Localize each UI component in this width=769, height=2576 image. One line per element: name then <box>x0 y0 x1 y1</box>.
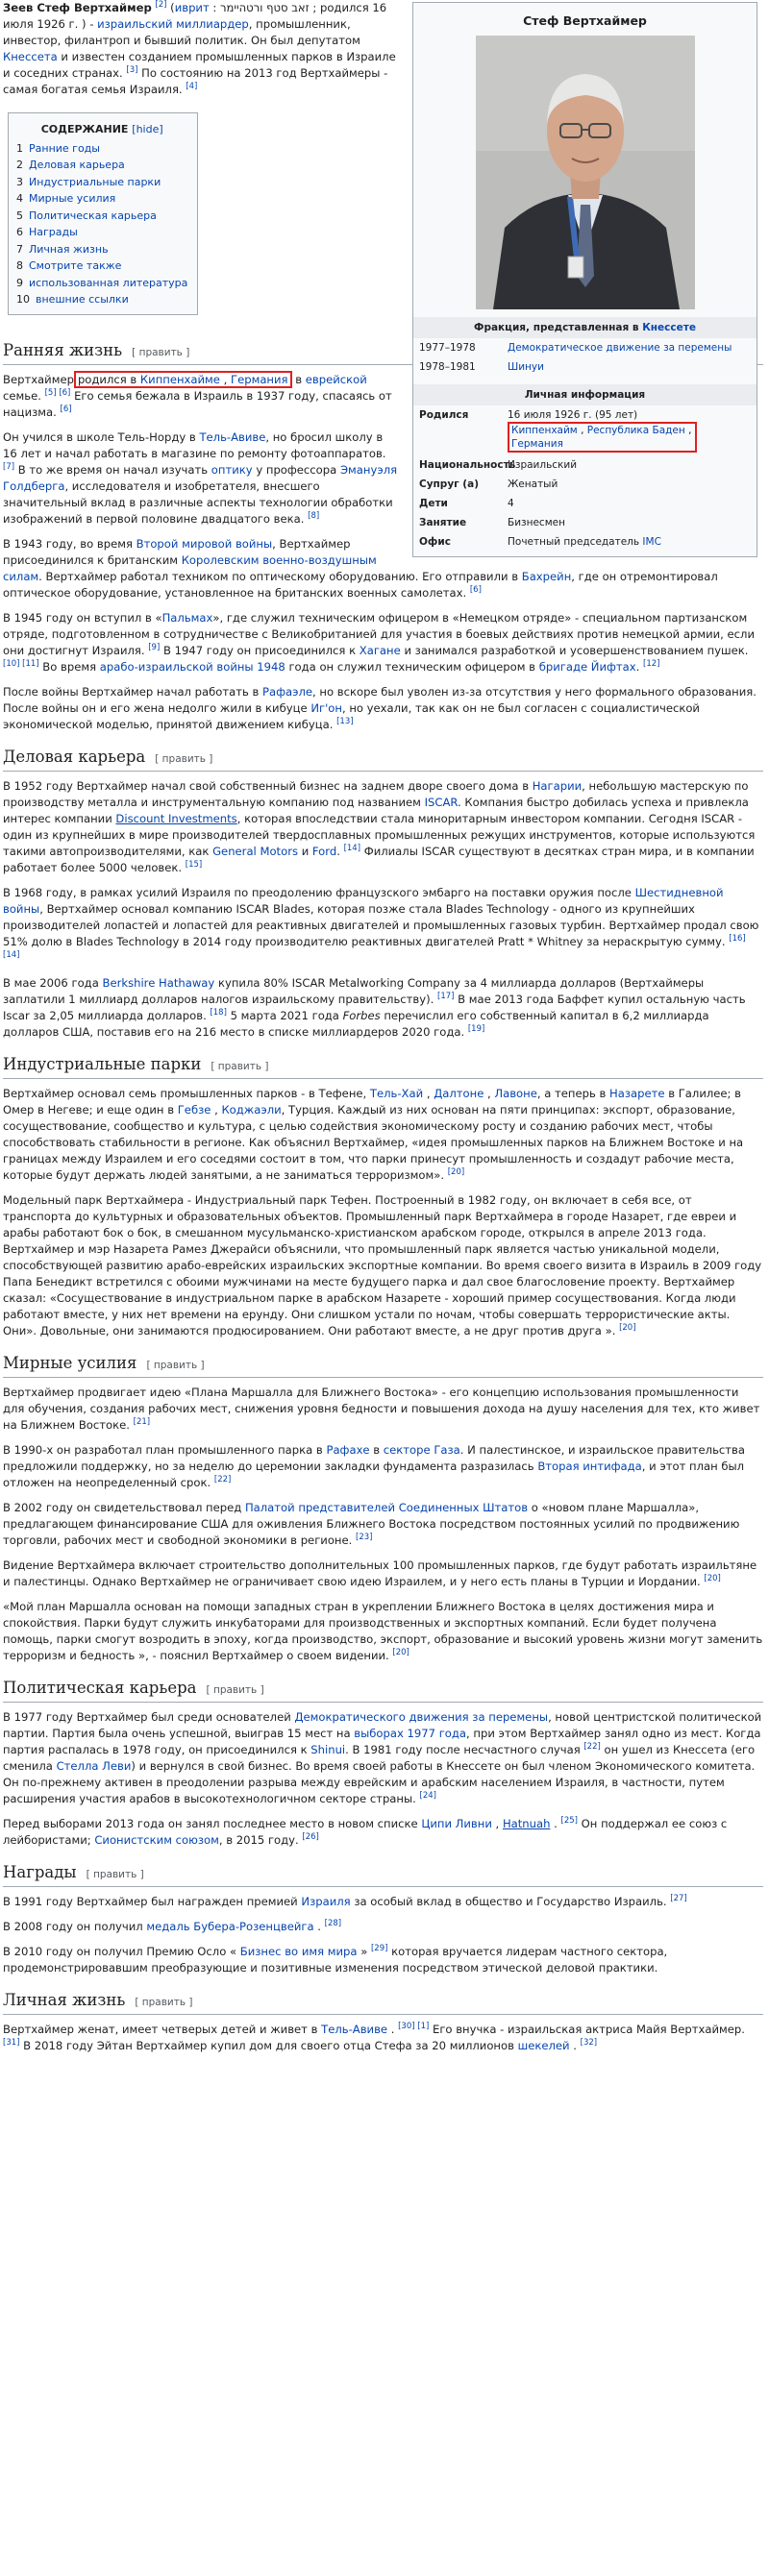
toc-link[interactable]: внешние ссылки <box>36 293 129 306</box>
citation[interactable]: [15] <box>185 859 203 870</box>
text: В 2010 году он получил Премию Осло « <box>3 1944 237 1958</box>
office-value: Почетный председатель <box>508 536 640 548</box>
toc-link[interactable]: использованная литература <box>29 276 188 289</box>
text: Во время <box>42 659 97 674</box>
text: Модельный парк Вертхаймера - Индустриальный парк Тефен. Построенный в 1982 году, он включает в себя все, от транспорта до культурных и образовательных объектов. Промышленный парк Вертхаймера в городе Назарет, где евреи и арабы работают бок о бок, в смешанном мусульманско-христианском арабском городе, открылся в апреле 2013 года. Вертхаймер и мэр Назарета Рамез Джерайси объяснили, что промышленный парк является частью уникальной модели, способствующей развитию арабо-еврейских израильских экспортные компании. Во время своего визита в Израиль в 2009 году Папа Бенедикт встретился с обоими мужчинами на месте будущего парка и дал свое благословение проекту. Вертхаймер сказал: «Сосуществование в индустриальном парке в арабском Назарете - хороший пример сосуществования. Когда люди работают вместе, у них нет времени на ерунду. Они слишком устали по ночам, чтобы совершать террористические акты. Они». Довольные, они занимаются продюсированием. Они работают вместе, а не друг против друга ». <box>3 1192 762 1337</box>
paragraph: Вертхаймер основал семь промышленных парков - в Тефене, Тель-Хай , Далтоне , Лавоне, а теперь в Назарете в Галилее; в Омер в Негеве; и еще один в Гебзе , Коджаэли, Турция. Каждый из них основан на пяти принципах: экспорт, образование, сосуществование, сообщество и культура, с целью содействия экономическому росту и созданию рабочих мест, чтобы способствовать стабильности в регионе. Как объяснил Вертхаймер, «идея промышленных парков на Ближнем Востоке и на границах между Израилем и его соседями состоит в том, что парки принесут промышленность и создадут рабочие места, которые будут держать людей занятыми, а не заниматься терроризмом». [20] <box>3 1086 744 1182</box>
citation[interactable]: [17] <box>437 991 455 1001</box>
hebrew-link[interactable]: иврит <box>174 1 210 14</box>
link[interactable]: Германия <box>231 372 288 386</box>
faction-label: Фракция, представленная в <box>474 322 639 333</box>
link[interactable]: Бизнес во имя мира <box>239 1944 358 1958</box>
link[interactable]: Эмануэля Голдберга <box>3 462 398 493</box>
text: он ушел из Кнессета (его сменила <box>3 1742 756 1773</box>
link[interactable]: General Motors <box>212 844 298 858</box>
link[interactable]: Лавоне <box>494 1086 537 1100</box>
text: В 1991 году Вертхаймер был награжден премией <box>3 1894 298 1908</box>
infobox-row-children <box>413 494 757 513</box>
row-label: Дети <box>419 498 448 509</box>
text: «Мой план Маршалла основан на помощи западных стран в укреплении Ближнего Востока в целях достижения мира и спокойствия. Парки будут служить инкубаторами для производственных и экспортных компаний. Если будет получена помощь, парки смогут возродить в эпоху, когда производство, экспорт, образование и высокий уровень жизни могут заменить терроризм и бедность », - пояснил Вертхаймер о своем видении. <box>3 1599 763 1662</box>
link[interactable]: Демократического движения за перемены <box>294 1709 549 1724</box>
citation[interactable]: [28] <box>324 1918 342 1928</box>
link[interactable]: Тель-Авиве <box>321 2022 388 2036</box>
link[interactable]: еврейской <box>305 372 367 386</box>
paragraph <box>3 885 763 967</box>
section-heading-industrial-parks <box>3 1054 763 1079</box>
edit-link[interactable] <box>155 753 212 765</box>
paragraph <box>3 778 763 876</box>
text: В то же время он начал изучать <box>17 462 209 477</box>
paragraph <box>3 1919 763 1935</box>
text: Вертхаймер <box>3 372 74 386</box>
link[interactable]: Далтоне <box>434 1086 484 1100</box>
term-years: 1978–1981 <box>419 361 476 373</box>
toc-item[interactable] <box>16 140 187 158</box>
paragraph <box>3 1894 763 1910</box>
text: В мае 2006 года <box>3 975 99 990</box>
text: и <box>301 844 310 858</box>
row-value: Израильский <box>508 459 578 471</box>
text: , Вертхаймер основал компанию ISCAR Blades, которая позже стала Blades Technology - одного из крупнейших производителей лопастей и лопастей для реактивных двигателей и промышленных газовых турбин. Вертхаймер продал свою 51% долю в Blades Technology в 2014 году производителю реактивных двигателей Pratt * Whitney за нераскрытую сумму. <box>3 901 759 948</box>
text: в <box>295 372 303 386</box>
birthplace-highlight: родился в Киппенхайме , Германия <box>74 371 292 388</box>
link[interactable]: Вторая интифада <box>537 1459 642 1473</box>
born-value <box>508 408 751 453</box>
text: , Турция. Каждый из них основан на пяти принципах: экспорт, образование, сосуществование, сообщество и культура, с целью содействия экономическому росту и созданию рабочих мест, чтобы способствовать стабильности в регионе. Как объяснил Вертхаймер, «идея промышленных парков на Ближнем Востоке и на границах между Израилем и его соседями состоит в том, что парки принесут промышленность и создадут рабочие места, которые будут держать людей занятыми, а не заниматься терроризмом». <box>3 1102 744 1182</box>
infobox-row-born <box>413 405 757 455</box>
text: В 2008 году он получил <box>3 1919 143 1933</box>
link[interactable]: Сионистским союзом <box>94 1832 219 1847</box>
text: После войны Вертхаймер начал работать в <box>3 684 260 699</box>
paragraph <box>3 1500 763 1549</box>
text: Перед выборами 2013 года он занял последнее место в новом списке <box>3 1816 418 1830</box>
heading-text: Мирные усилия <box>3 1353 137 1372</box>
text: , в 2015 году. <box>218 1832 299 1847</box>
toc-number: 7 <box>16 242 23 256</box>
paragraph <box>3 1709 763 1807</box>
text: , но вскоре был уволен из-за отсутствия у него формального образования. После войны он и его жена недолго жили в кибуце <box>3 684 757 715</box>
link[interactable]: Рафахе <box>326 1442 370 1457</box>
citation[interactable]: [20] <box>704 1573 721 1583</box>
citation[interactable]: [14] <box>343 843 361 853</box>
link[interactable]: шекелей <box>517 2038 570 2052</box>
toc-link[interactable]: Деловая карьера <box>29 159 125 171</box>
heading-text: Индустриальные парки <box>3 1054 202 1073</box>
citation[interactable]: [7] <box>3 461 15 472</box>
text: Вертхаймер женат, имеет четверых детей и живет в <box>3 2022 318 2036</box>
text: которая вручается лидерам частного сектора, продемонстрировавшим преобразующие и позитивные изменения посредством этической деловой практики. <box>3 1944 668 1975</box>
toc-item[interactable] <box>16 258 187 275</box>
citation[interactable]: [30] [1] <box>398 2021 430 2031</box>
text: В 1968 году, в рамках усилий Израиля по преодолению французского эмбарго на поставки оружия после <box>3 885 632 899</box>
text: В 1947 году он присоединился к <box>162 643 357 657</box>
faction-header <box>413 317 757 338</box>
link[interactable]: Королевским военно-воздушным силам <box>3 552 377 583</box>
citation[interactable]: [26] <box>302 1831 319 1842</box>
text: о «новом плане Маршалла», предлагающем финансирование США для оживления Ближнего Востока посредством постоянных усилий по продвижению торговли, рабочих мест и свободной экономики в регионе. <box>3 1500 740 1547</box>
portrait-image <box>476 36 695 309</box>
paragraph <box>3 610 763 675</box>
link[interactable]: Назарете <box>609 1086 665 1100</box>
citation[interactable]: [4] <box>186 82 198 92</box>
row-value: 4 <box>508 498 514 509</box>
link[interactable]: Шестидневной войны <box>3 885 724 916</box>
text: купила 80% ISCAR Metalworking Company за 4 миллиарда долларов (Вертхаймеры заплатили 1 миллиард долларов налогов израильскому правительству). <box>3 975 705 1006</box>
edit-text: [ править ] <box>86 1868 144 1880</box>
edit-link[interactable] <box>132 347 189 358</box>
text: Его внучка - израильская актриса Майя Вертхаймер. <box>433 2022 745 2036</box>
citation[interactable]: [6] <box>469 584 482 595</box>
link[interactable]: оптику <box>211 462 253 477</box>
paragraph <box>3 1192 763 1339</box>
paragraph <box>3 975 763 1041</box>
infobox-row-term2 <box>413 357 757 377</box>
section-heading-peace-efforts <box>3 1353 763 1378</box>
section-heading-business-career <box>3 747 763 772</box>
citation[interactable]: [16] [14] <box>3 933 746 960</box>
born-region-link[interactable]: Республика Баден <box>586 425 685 436</box>
paragraph: Перед выборами 2013 года он занял последнее место в новом списке Ципи Ливни , Hatnuah . [25] Он поддержал ее союз с лейбористами; Сионистским союзом, в 2015 году. [26] <box>3 1815 728 1847</box>
portrait-photo[interactable] <box>476 36 695 309</box>
text: Вертхаймер продвигает идею «Плана Маршалла для Ближнего Востока» - его концепцию использования промышленности для обучения, создания рабочих мест, снижения уровня бедности и повышения дохода на душу населения для тех, кто живет на Ближнем Востоке. <box>3 1385 760 1432</box>
toc-item[interactable] <box>16 224 187 241</box>
knesset-link[interactable]: Кнессета <box>3 50 58 63</box>
born-date: 16 июля 1926 г. (95 лет) <box>508 409 638 421</box>
text: ( <box>166 1 175 14</box>
citation[interactable]: [22] <box>213 1474 232 1484</box>
link[interactable]: выборах 1977 года <box>354 1726 467 1740</box>
toc-item[interactable] <box>16 275 187 292</box>
heading-text: Награды <box>3 1862 77 1881</box>
row-label: Супруг (а) <box>419 478 479 490</box>
link[interactable]: Discount Investments <box>115 811 237 825</box>
edit-link[interactable] <box>207 1684 264 1696</box>
heading-text: Политическая карьера <box>3 1678 197 1697</box>
paragraph <box>3 1944 763 1976</box>
text: . Компания быстро добилась успеха и привлекла интерес компании <box>3 795 749 825</box>
citation[interactable]: [32] <box>580 2037 598 2048</box>
paragraph <box>3 1558 763 1590</box>
toc-item[interactable] <box>16 157 187 174</box>
heading-text: Личная жизнь <box>3 1990 126 2009</box>
text: перечислил его собственный капитал в 6,2 миллиарда долларов США, поставив его на 216 место в списке миллиардеров 2020 года. <box>3 1008 709 1039</box>
text: , но бросил школу в 16 лет и начал работать в магазине по ремонту фотоаппаратов. <box>3 429 386 460</box>
citation[interactable]: [22] <box>583 1741 601 1752</box>
edit-link[interactable] <box>211 1061 268 1072</box>
link[interactable]: Стелла Леви <box>56 1758 132 1773</box>
section-heading-political-career <box>3 1678 763 1703</box>
term-party-link[interactable]: Демократическое движение за перемены <box>508 342 732 354</box>
toc-number: 10 <box>16 293 30 306</box>
text: . И палестинское, и израильское правительства предложили поддержку, но за неделю до церемонии закладки фундамента разразилась <box>3 1442 745 1473</box>
text: : זאב סטף ורטהיימר ; родился 16 июля 1926 г. ) - <box>3 1 387 31</box>
paragraph <box>3 1599 763 1664</box>
edit-text: [ править ] <box>211 1060 269 1072</box>
infobox-row-nationality <box>413 455 757 475</box>
text: 5 марта 2021 года <box>230 1008 339 1022</box>
link[interactable]: Киппенхайме <box>139 372 220 386</box>
text: семье. <box>3 388 41 403</box>
edit-link[interactable] <box>146 1360 204 1371</box>
row-value: Бизнесмен <box>508 517 565 528</box>
paragraph <box>3 1442 763 1491</box>
text: , где он отремонтировал оптическое оборудование, установленное на британских военных самолетах. <box>3 569 718 600</box>
row-value <box>508 535 751 549</box>
text: В 2018 году Эйтан Вертхаймер купил дом для своего отца Стефа за 20 миллионов <box>23 2038 514 2052</box>
link[interactable]: Коджаэли <box>221 1102 282 1116</box>
born-place-highlight: Киппенхайм , Республика Баден , Германия <box>508 422 697 453</box>
citation[interactable]: [20] <box>447 1166 465 1177</box>
link[interactable]: Палатой представителей Соединенных Штатов <box>244 1500 529 1514</box>
toc-link[interactable]: Индустриальные парки <box>29 175 161 188</box>
text: В 1990-х он разработал план промышленного парка в <box>3 1442 323 1457</box>
row-label: Занятие <box>419 517 467 528</box>
citation[interactable]: [8] <box>308 510 320 521</box>
toc-link[interactable]: Мирные усилия <box>29 192 116 205</box>
citation[interactable]: [31] <box>3 2037 20 2048</box>
edit-text: [ править ] <box>155 752 213 765</box>
toc-number: 3 <box>16 175 23 188</box>
citation[interactable]: [3] <box>126 65 138 76</box>
text: По состоянию на 2013 год Вертхаймеры - самая богатая семья Израиля. <box>3 66 388 96</box>
citation[interactable]: [2] <box>155 0 167 11</box>
text: , промышленник, инвестор, филантроп и бывший политик. Он был депутатом <box>3 17 360 47</box>
born-place-link[interactable]: Киппенхайм <box>511 425 578 436</box>
toc-item[interactable] <box>16 291 187 308</box>
text: В 1977 году Вертхаймер был среди основателей <box>3 1709 291 1724</box>
text: у профессора <box>256 462 337 477</box>
text: года он служил техническим офицером в <box>288 659 536 674</box>
text: Его семья бежала в Израиль в 1937 году, спасаясь от нацизма. <box>3 388 392 419</box>
link[interactable]: Hatnuah <box>502 1816 551 1830</box>
citation[interactable]: [21] <box>133 1416 151 1427</box>
edit-text: [ править ] <box>132 346 190 358</box>
forbes-text: Forbes <box>342 1008 381 1022</box>
link[interactable]: Хагане <box>359 643 401 657</box>
citation[interactable]: [13] <box>336 716 354 726</box>
text: родился в <box>77 372 137 386</box>
infobox-title: Стеф Вертхаймер <box>523 13 647 28</box>
text: . В 1981 году после несчастного случая <box>345 1742 581 1756</box>
toc-item[interactable] <box>16 241 187 258</box>
text: . <box>317 1919 321 1933</box>
text: Он учился в школе Тель-Норду в <box>3 429 196 444</box>
text: В 2002 году он свидетельствовал перед <box>3 1500 242 1514</box>
subject-name: Зеев Стеф Вертхаймер <box>3 1 152 14</box>
link[interactable]: Shinui <box>310 1742 346 1756</box>
toc-hide-link[interactable]: [hide] <box>132 123 163 135</box>
citation[interactable]: [25] <box>560 1815 578 1826</box>
born-country-link[interactable]: Германия <box>511 438 563 450</box>
text: в <box>373 1442 381 1457</box>
citation[interactable]: [5] [6] <box>44 387 71 398</box>
text: . <box>635 659 640 674</box>
infobox-row-office <box>413 532 757 556</box>
citation[interactable]: [10] [11] <box>3 658 39 669</box>
toc-title-text: СОДЕРЖАНИЕ <box>40 123 129 135</box>
heading-text: Деловая карьера <box>3 747 146 766</box>
toc-link[interactable]: Личная жизнь <box>29 242 109 256</box>
text: и занимался разработкой и усовершенствованием пушек. <box>404 643 749 657</box>
infobox <box>412 2 757 557</box>
paragraph <box>3 1385 763 1434</box>
toc-number: 1 <box>16 141 23 155</box>
link[interactable]: Гебзе <box>177 1102 211 1116</box>
edit-text: [ править ] <box>146 1359 205 1371</box>
link[interactable]: ISCAR <box>424 795 459 809</box>
toc-number: 2 <box>16 159 23 171</box>
text: В 1952 году Вертхаймер начал свой собственный бизнес на заднем дворе своего дома в <box>3 778 530 793</box>
citation[interactable]: [18] <box>210 1007 227 1018</box>
text: за особый вклад в общество и Государство Израиль. <box>354 1894 667 1908</box>
toc-number: 6 <box>16 226 23 238</box>
link[interactable]: медаль Бубера-Розенцвейга <box>146 1919 314 1933</box>
link[interactable]: Ford <box>311 844 337 858</box>
toc-link[interactable]: Смотрите также <box>29 259 122 272</box>
citation[interactable]: [20] <box>619 1322 636 1333</box>
citation[interactable]: [20] <box>392 1647 409 1657</box>
toc-number: 9 <box>16 276 23 289</box>
edit-text: [ править ] <box>135 1996 193 2008</box>
text: » <box>360 1944 368 1958</box>
text: , которая впоследствии стала миноритарным инвестором компании. Сегодня ISCAR - один из крупнейших в мире производителей твердосплавных промышленных режущих инструментов, которые используются такими автопроизводителями, как <box>3 811 756 858</box>
row-label: Офис <box>419 536 451 548</box>
text: . Вертхаймер работал техником по оптическому оборудованию. Его отправили в <box>38 569 519 583</box>
citation[interactable]: [23] <box>356 1532 373 1542</box>
infobox-row-spouse <box>413 475 757 494</box>
text: », где служил техническим офицером в «Немецком отряде» - специальном партизанском отряде, подготовленном в сотрудничестве с Великобританией для участия в боевых действиях против немецкой армии, если они достигнут Израиля. <box>3 610 755 657</box>
infobox-row-term1 <box>413 338 757 357</box>
link[interactable]: Ципи Ливни <box>421 1816 492 1830</box>
section-heading-personal-life <box>3 1990 763 2015</box>
heading-text: Ранняя жизнь <box>3 340 123 359</box>
edit-link[interactable] <box>87 1869 144 1880</box>
link[interactable]: Рафаэле <box>262 684 313 699</box>
text: , небольшую мастерскую по производству металла и инструментальную компанию под названием <box>3 778 749 809</box>
toc-number: 8 <box>16 259 23 272</box>
row-label: Национальность <box>419 459 516 471</box>
personal-info-header: Личная информация <box>413 384 757 405</box>
toc-item[interactable] <box>16 208 187 225</box>
section-heading-awards <box>3 1862 763 1887</box>
citation[interactable]: [6] <box>60 404 72 414</box>
office-imc-link[interactable]: IMC <box>642 536 661 548</box>
text: , но уехали, так как он не был согласен с социалистической экономической моделью, принятой движением кибуца. <box>3 700 700 731</box>
link[interactable]: секторе Газа <box>383 1442 460 1457</box>
link[interactable]: Нагарии <box>532 778 583 793</box>
text: . <box>336 844 340 858</box>
citation[interactable]: [27] <box>670 1893 687 1903</box>
link[interactable]: Второй мировой войны <box>136 536 273 551</box>
text: , а теперь в <box>536 1086 607 1100</box>
paragraph: Вертхаймер женат, имеет четверых детей и живет в Тель-Авиве . [30] [1] Его внучка - израильская актриса Майя Вертхаймер. [31] В 2018 году Эйтан Вертхаймер купил дом для своего отца Стефа за 20 миллионов шекелей . [32] <box>3 2021 745 2052</box>
infobox-row-occupation <box>413 513 757 532</box>
link[interactable]: Тель-Хай <box>369 1086 424 1100</box>
term-years: 1977–1978 <box>419 342 476 354</box>
toc-title <box>16 121 187 138</box>
table-of-contents <box>8 112 198 315</box>
text: Он поддержал ее союз с лейбористами; <box>3 1816 728 1847</box>
link[interactable]: Израиля <box>301 1894 351 1908</box>
citation[interactable]: [12] <box>643 658 660 669</box>
text: и известен созданием промышленных парков в Израиле и соседних странах. <box>3 50 396 80</box>
edit-link[interactable] <box>135 1997 192 2008</box>
citation[interactable]: [19] <box>467 1023 485 1034</box>
toc-link[interactable]: Политическая карьера <box>29 209 157 222</box>
toc-item[interactable] <box>16 174 187 191</box>
text: , исследователя и изобретателя, внесшего значительный вклад в различные аспекты технологии обработки изображений в первой половине двадцатого века. <box>3 478 393 526</box>
text: в Галилее; в Омер в Негеве; и еще один в <box>3 1086 741 1116</box>
toc-number: 5 <box>16 209 23 222</box>
link[interactable]: бригаде Йифтах <box>538 659 636 674</box>
link[interactable]: Berkshire Hathaway <box>102 975 215 990</box>
link[interactable]: арабо-израильской войны 1948 <box>99 659 285 674</box>
citation[interactable]: [29] <box>370 1943 388 1953</box>
row-value: Женатый <box>508 478 558 490</box>
edit-text: [ править ] <box>206 1683 264 1696</box>
toc-item[interactable] <box>16 190 187 208</box>
paragraph <box>3 684 763 733</box>
link[interactable]: Тель-Авиве <box>199 429 266 444</box>
toc-link[interactable]: Ранние годы <box>29 141 100 155</box>
link[interactable]: Бахрейн <box>521 569 572 583</box>
born-label: Родился <box>419 409 469 421</box>
citation[interactable]: [9] <box>148 642 161 652</box>
link[interactable]: Пальмах <box>161 610 213 625</box>
text: В 1943 году, во время <box>3 536 133 551</box>
text: , и этот план был отложен на неопределенный срок. <box>3 1459 745 1489</box>
link[interactable]: Иг'он <box>310 700 342 715</box>
toc-link[interactable]: Награды <box>29 226 78 238</box>
text: , Вертхаймер присоединился к британским <box>3 536 351 567</box>
toc-number: 4 <box>16 192 23 205</box>
text: Видение Вертхаймера включает строительство дополнительных 100 промышленных парков, где будут работать израильтяне и палестинцы. Однако Вертхаймер не ограничивает свою идею Израилем, и у него есть планы в Турции и Иордании. <box>3 1558 757 1588</box>
term-party-link[interactable]: Шинуи <box>508 361 544 373</box>
text: В мае 2013 года Баффет купил остальную часть Iscar за 2,05 миллиарда долларов. <box>3 992 746 1022</box>
text: , при этом Вертхаймер занял одно из мест. Когда партия распалась в 1978 году, он присоединился к <box>3 1726 761 1756</box>
text: ) и вернулся в свой бизнес. Во время своей работы в Кнессете он был членом Экономического комитета. Он по-прежнему активен в преодолении разрыва между еврейским и арабским населением Израиля, в частности, путем расширения участия арабов в высокотехнологичном секторе страны. <box>3 1758 756 1805</box>
citation[interactable]: [24] <box>419 1790 436 1801</box>
text: Вертхаймер основал семь промышленных парков - в Тефене, <box>3 1086 367 1100</box>
faction-knesset-link[interactable]: Кнессете <box>642 322 696 333</box>
billionaire-link[interactable]: израильский миллиардер <box>97 17 249 31</box>
text: , новой центристской политической партии. Партия была очень успешной, выиграв 15 мест на <box>3 1709 762 1740</box>
text: В 1945 году он вступил в « <box>3 610 162 625</box>
text: Филиалы ISCAR существуют в десятках стран мира, и в компании работает более 5000 человек. <box>3 844 755 874</box>
